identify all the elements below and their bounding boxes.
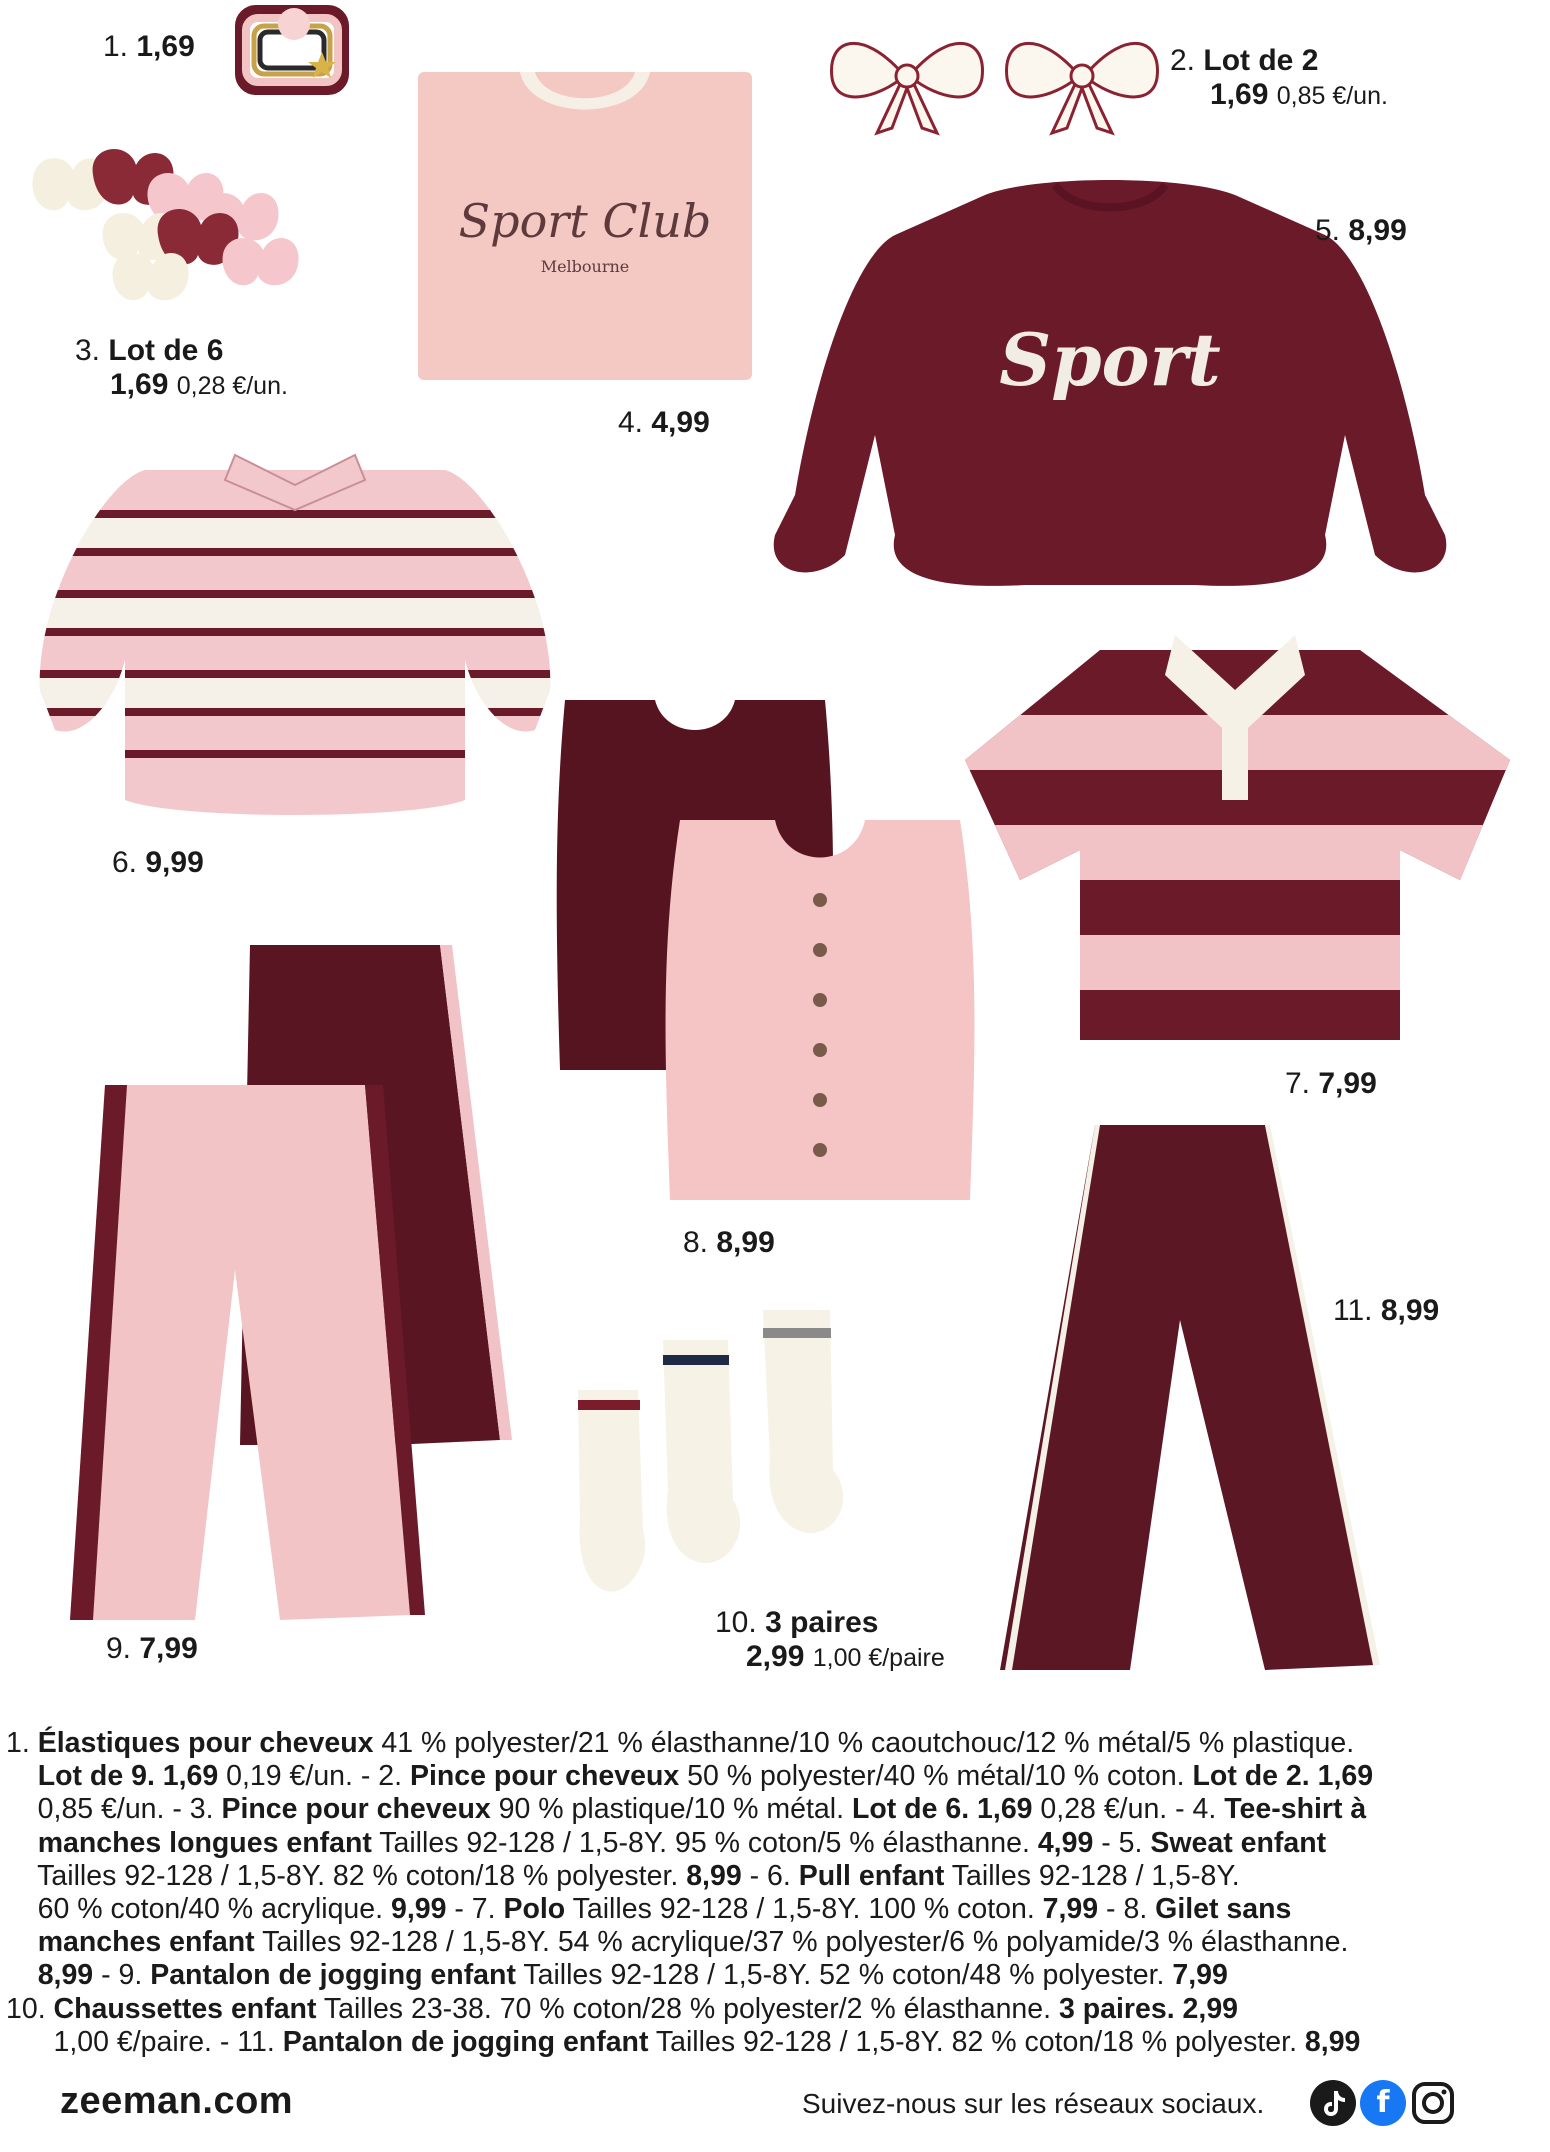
label-item-10: 10. 3 paires [715, 1606, 879, 1639]
label-item-3: 3. Lot de 6 [75, 334, 224, 367]
social-follow-text: Suivez-nous sur les réseaux sociaux. [802, 2088, 1265, 2119]
label-item-7: 7. 7,99 [1285, 1067, 1377, 1100]
description-line: manches longues enfant Tailles 92-128 / 1,5-8Y. 95 % coton/5 % élasthanne. 4,99 - 5. Sweat enfant [37, 1826, 1327, 1859]
description-line: 0,85 €/un. - 3. Pince pour cheveux 90 % plastique/10 % métal. Lot de 6. 1,69 0,28 €/un. - 4. Tee-shirt à [6, 1793, 1367, 1826]
socks-image [568, 1300, 888, 1630]
label-item-6: 6. 9,99 [112, 846, 204, 879]
site-link[interactable]: zeeman.com [60, 2080, 294, 2122]
sweat-print-text: Sport [999, 317, 1221, 402]
label-item-3-price: 1,69 0,28 €/un. [110, 368, 288, 401]
pink-sport-club-sweater-image [410, 52, 760, 392]
label-item-2-price: 1,69 0,85 €/un. [1210, 78, 1388, 111]
description-line: 10. Chaussettes enfant Tailles 23-38. 70 % coton/28 % polyester/2 % élasthanne. 3 paires. 2,99 [6, 1992, 1239, 2025]
instagram-icon[interactable] [1410, 2080, 1456, 2126]
striped-pullover-image [35, 440, 555, 825]
tiktok-icon[interactable] [1310, 2080, 1356, 2126]
facebook-icon[interactable]: f [1360, 2080, 1406, 2126]
description-line: 1,00 €/paire. - 11. Pantalon de jogging enfant Tailles 92-128 / 1,5-8Y. 82 % coton/18 % polyester. 8,99 [6, 2025, 1361, 2058]
burgundy-jogging-pants-trim-image [1000, 1120, 1390, 1680]
hair-clips-image [28, 140, 328, 315]
description-line: Tailles 92-128 / 1,5-8Y. 82 % coton/18 % polyester. 8,99 - 6. Pull enfant Tailles 92-128 / 1,5-8Y. [6, 1859, 1240, 1892]
sweater-print-small: Melbourne [540, 257, 630, 276]
label-item-8: 8. 8,99 [683, 1226, 775, 1259]
description-line: 1. Élastiques pour cheveux 41 % polyester/21 % élasthanne/10 % caoutchouc/12 % métal/5 % plastique. [6, 1727, 1355, 1759]
description-line: manches enfant Tailles 92-128 / 1,5-8Y. 54 % acrylique/37 % polyester/6 % polyamide/3 % élasthanne. [37, 1926, 1349, 1959]
label-item-11: 11. 8,99 [1333, 1294, 1440, 1327]
description-line: 8,99 - 9. Pantalon de jogging enfant Tailles 92-128 / 1,5-8Y. 52 % coton/48 % polyester. 7,99 [37, 1959, 1228, 1992]
label-item-9: 9. 7,99 [106, 1632, 198, 1665]
product-description-block [6, 1727, 1526, 2059]
label-item-1: 1. 1,69 [103, 30, 195, 63]
hair-elastics-image [232, 4, 350, 99]
description-line: 60 % coton/40 % acrylique. 9,99 - 7. Polo Tailles 92-128 / 1,5-8Y. 100 % coton. 7,99 - 8. Gilet sans [6, 1893, 1292, 1926]
label-item-4: 4. 4,99 [618, 406, 710, 439]
striped-polo-image [960, 630, 1515, 1050]
label-item-10-price: 2,99 1,00 €/paire [746, 1640, 945, 1673]
label-item-5: 5. 8,99 [1315, 214, 1407, 247]
bow-clips-image [822, 18, 1172, 138]
label-item-2: 2. Lot de 2 [1170, 44, 1319, 77]
sweater-print-script: Sport Club [458, 194, 712, 248]
pink-jogging-pants-front-image [65, 1080, 425, 1630]
description-line: Lot de 9. 1,69 0,19 €/un. - 2. Pince pour cheveux 50 % polyester/40 % métal/10 % coton. Lot de 2. 1,69 [37, 1760, 1374, 1793]
pink-vest-image [655, 810, 985, 1210]
